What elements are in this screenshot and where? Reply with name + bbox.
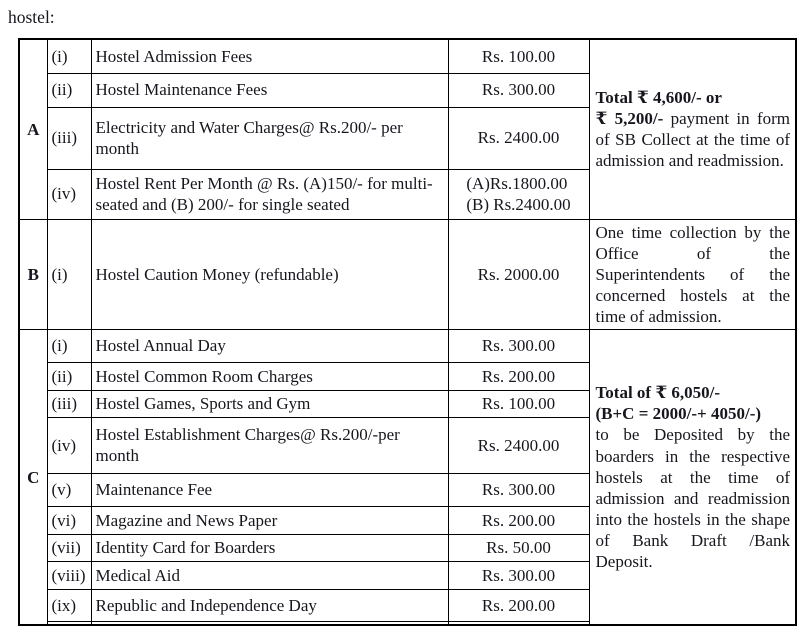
fee-amount: Rs. 100.00	[448, 390, 589, 417]
fee-description: Identity Card for Boarders	[91, 534, 448, 561]
fee-amount	[448, 169, 589, 219]
note-total-bold: Total of ₹ 6,050/-	[595, 383, 721, 403]
note-text: to be Deposited by the boarders in the respective hostels at the time of admission and readmission into the hostels in the shape of Bank Draft /Bank Deposit.	[595, 425, 790, 571]
fee-amount: Rs. 300.00	[448, 473, 589, 506]
empty-cell	[448, 621, 589, 625]
section-label: C	[19, 329, 47, 625]
row-number: (ix)	[47, 589, 91, 621]
page-heading: hostel:	[8, 7, 55, 27]
fee-amount: Rs. 200.00	[448, 589, 589, 621]
row-number: (i)	[47, 39, 91, 73]
fee-amount: Rs. 2400.00	[448, 107, 589, 169]
fee-description: Hostel Maintenance Fees	[91, 73, 448, 107]
section-label: B	[19, 219, 47, 329]
table-row	[19, 219, 796, 329]
fee-description: Hostel Caution Money (refundable)	[91, 219, 448, 329]
fee-description: Hostel Games, Sports and Gym	[91, 390, 448, 417]
row-number: (ii)	[47, 362, 91, 390]
fee-amount-line-b: (B) Rs.2400.00	[466, 195, 571, 214]
hostel-fees-table	[18, 38, 797, 626]
section-note	[589, 219, 796, 329]
row-number: (vi)	[47, 506, 91, 534]
row-number: (i)	[47, 219, 91, 329]
row-number: (iii)	[47, 107, 91, 169]
fee-description: Hostel Common Room Charges	[91, 362, 448, 390]
fee-amount: Rs. 2000.00	[448, 219, 589, 329]
fee-amount: Rs. 50.00	[448, 534, 589, 561]
note-text: One time collection by the Office of the Superintendents of the concerned hostels at the time of admission.	[595, 222, 790, 326]
fee-amount-line-a: (A)Rs.1800.00	[466, 173, 568, 193]
row-number: (i)	[47, 329, 91, 362]
row-number: (iv)	[47, 169, 91, 219]
fee-description: Hostel Establishment Charges@ Rs.200/-per month	[91, 417, 448, 473]
table-row	[19, 39, 796, 73]
fee-description: Maintenance Fee	[91, 473, 448, 506]
row-number: (vii)	[47, 534, 91, 561]
fee-description: Republic and Independence Day	[91, 589, 448, 621]
fee-amount: Rs. 100.00	[448, 39, 589, 73]
row-number: (v)	[47, 473, 91, 506]
section-note	[589, 39, 796, 219]
fee-amount: Rs. 300.00	[448, 561, 589, 589]
note-total-bold: Total ₹ 4,600/- or	[595, 88, 722, 108]
fee-description: Hostel Annual Day	[91, 329, 448, 362]
row-number: (ii)	[47, 73, 91, 107]
note-total-bold-2: ₹ 5,200/-	[595, 109, 664, 129]
fee-amount: Rs. 2400.00	[448, 417, 589, 473]
fee-amount: Rs. 300.00	[448, 73, 589, 107]
fee-description: Hostel Rent Per Month @ Rs. (A)150/- for multi-seated and (B) 200/- for single seated	[91, 169, 448, 219]
fee-description: Hostel Admission Fees	[91, 39, 448, 73]
fee-description: Magazine and News Paper	[91, 506, 448, 534]
note-total-bold-2: (B+C = 2000/-+ 4050/-)	[595, 404, 762, 424]
section-label: A	[19, 39, 47, 219]
fee-amount: Rs. 200.00	[448, 506, 589, 534]
empty-cell	[91, 621, 448, 625]
row-number: (viii)	[47, 561, 91, 589]
fee-description: Electricity and Water Charges@ Rs.200/- per month	[91, 107, 448, 169]
row-number: (iv)	[47, 417, 91, 473]
fee-amount: Rs. 300.00	[448, 329, 589, 362]
row-number: (iii)	[47, 390, 91, 417]
fee-amount: Rs. 200.00	[448, 362, 589, 390]
fee-description: Medical Aid	[91, 561, 448, 589]
note-text: payment in form of SB Collect at the time of admission and readmission.	[595, 109, 791, 171]
empty-cell	[47, 621, 91, 625]
table-row	[19, 329, 796, 362]
section-note	[589, 329, 796, 625]
